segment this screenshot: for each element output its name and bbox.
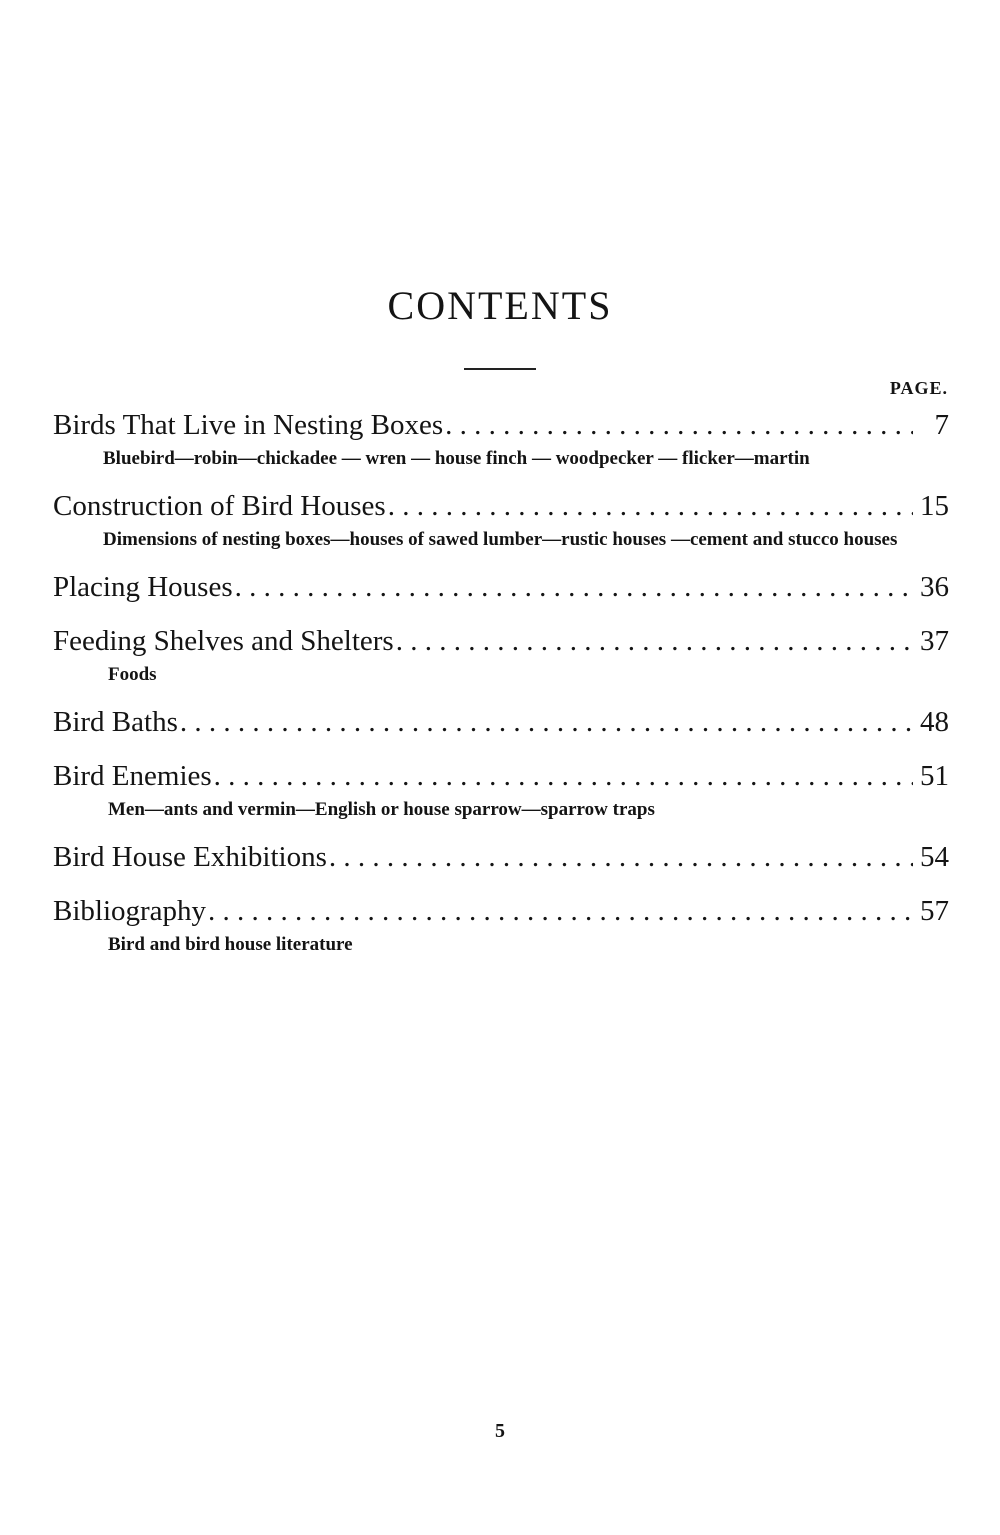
toc-entry-line [53, 756, 949, 796]
toc-entry-page: 15 [920, 490, 949, 522]
dot-leader [396, 621, 913, 661]
page-title: CONTENTS [387, 283, 613, 328]
toc-entry-title: Birds That Live in Nesting Boxes [53, 409, 444, 441]
toc-entry-line [53, 702, 949, 742]
toc-entry-subtopics: Bird and bird house literature [108, 934, 353, 955]
toc-entry-page: 7 [934, 409, 949, 441]
toc-entry-page: 57 [920, 895, 949, 927]
toc-entry-page: 51 [920, 760, 949, 792]
dot-leader [388, 486, 913, 526]
toc-entry-line [53, 486, 949, 526]
toc-entry [53, 837, 949, 877]
dot-leader [180, 702, 913, 742]
toc-entry-title: Construction of Bird Houses [53, 490, 386, 522]
toc-entry-line [53, 405, 949, 445]
toc-entry-line [53, 891, 949, 931]
toc-entry-subtopics: Bluebird—robin—chickadee — wren — house finch — woodpecker — flicker—martin [103, 448, 810, 469]
toc-entry-page: 54 [920, 841, 949, 873]
toc-entry-page: 36 [920, 571, 949, 603]
table-of-contents [53, 405, 949, 958]
toc-entry-title: Bibliography [53, 895, 207, 927]
toc-entry [53, 486, 949, 553]
toc-entry-title: Bird Enemies [53, 760, 212, 792]
toc-entry-title: Feeding Shelves and Shelters [53, 625, 394, 657]
dot-leader [208, 891, 913, 931]
toc-entry [53, 405, 949, 472]
dot-leader [214, 756, 913, 796]
toc-entry [53, 702, 949, 742]
toc-entry-subtopics: Foods [108, 664, 157, 685]
page-number: 5 [495, 1420, 505, 1442]
toc-entry-line [53, 567, 949, 607]
toc-entry-subtopics: Men—ants and vermin—English or house sparrow—sparrow traps [108, 799, 655, 820]
toc-entry-title: Bird Baths [53, 706, 178, 738]
toc-entry-page: 48 [920, 706, 949, 738]
toc-entry-title: Bird House Exhibitions [53, 841, 327, 873]
dot-leader [329, 837, 913, 877]
toc-entry-subtopics: Dimensions of nesting boxes—houses of sawed lumber—rustic houses —cement and stucco houses [103, 529, 898, 550]
toc-entry [53, 621, 949, 688]
toc-entry-line [53, 621, 949, 661]
toc-entry-page: 37 [920, 625, 949, 657]
title-rule [464, 368, 536, 370]
toc-entry [53, 567, 949, 607]
dot-leader [235, 567, 913, 607]
dot-leader [445, 405, 913, 445]
toc-entry-title: Placing Houses [53, 571, 233, 603]
toc-entry [53, 756, 949, 823]
toc-entry-line [53, 837, 949, 877]
page-column-label: PAGE. [889, 378, 948, 398]
toc-entry [53, 891, 949, 958]
